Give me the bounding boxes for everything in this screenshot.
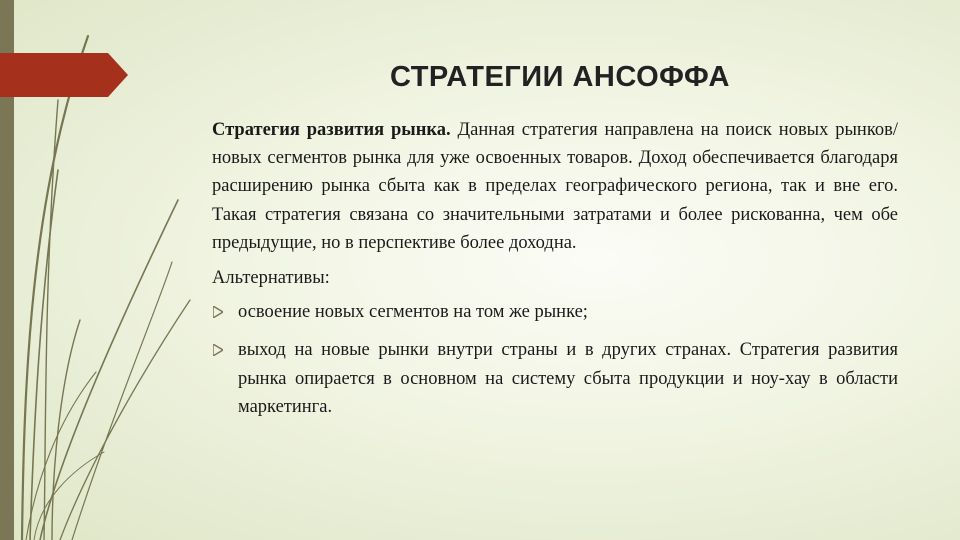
intro-body-text: Данная стратегия направлена на поиск новых рынков/новых сегментов рынка для уже освоенных товаров. Доход обеспечивается благодаря расширению рынка сбыта как в пределах географического региона, так и вне его. Такая стратегия связана со значительными затратами и более рискованна, чем обе предыдущие, но в перспективе более доходна. [212,120,898,253]
list-item [212,336,898,421]
intro-paragraph [212,116,898,257]
intro-bold-term: Стратегия развития рынка. [212,120,451,140]
slide-title: СТРАТЕГИИ АНСОФФА [390,61,730,93]
bullet-arrow-icon [213,306,223,318]
alternatives-heading: Альтернативы: [212,268,330,289]
list-item-text: выход на новые рынки внутри страны и в других странах. Стратегия развития рынка опирается в основном на систему сбыта продукции и ноу-хау в области маркетинга. [238,340,898,417]
list-item-text: освоение новых сегментов на том же рынке; [238,302,588,323]
bullet-arrow-icon [213,344,223,356]
slide-content [212,116,898,431]
alternatives-list [212,298,898,421]
red-arrow-icon [0,53,130,97]
list-item [212,298,898,326]
